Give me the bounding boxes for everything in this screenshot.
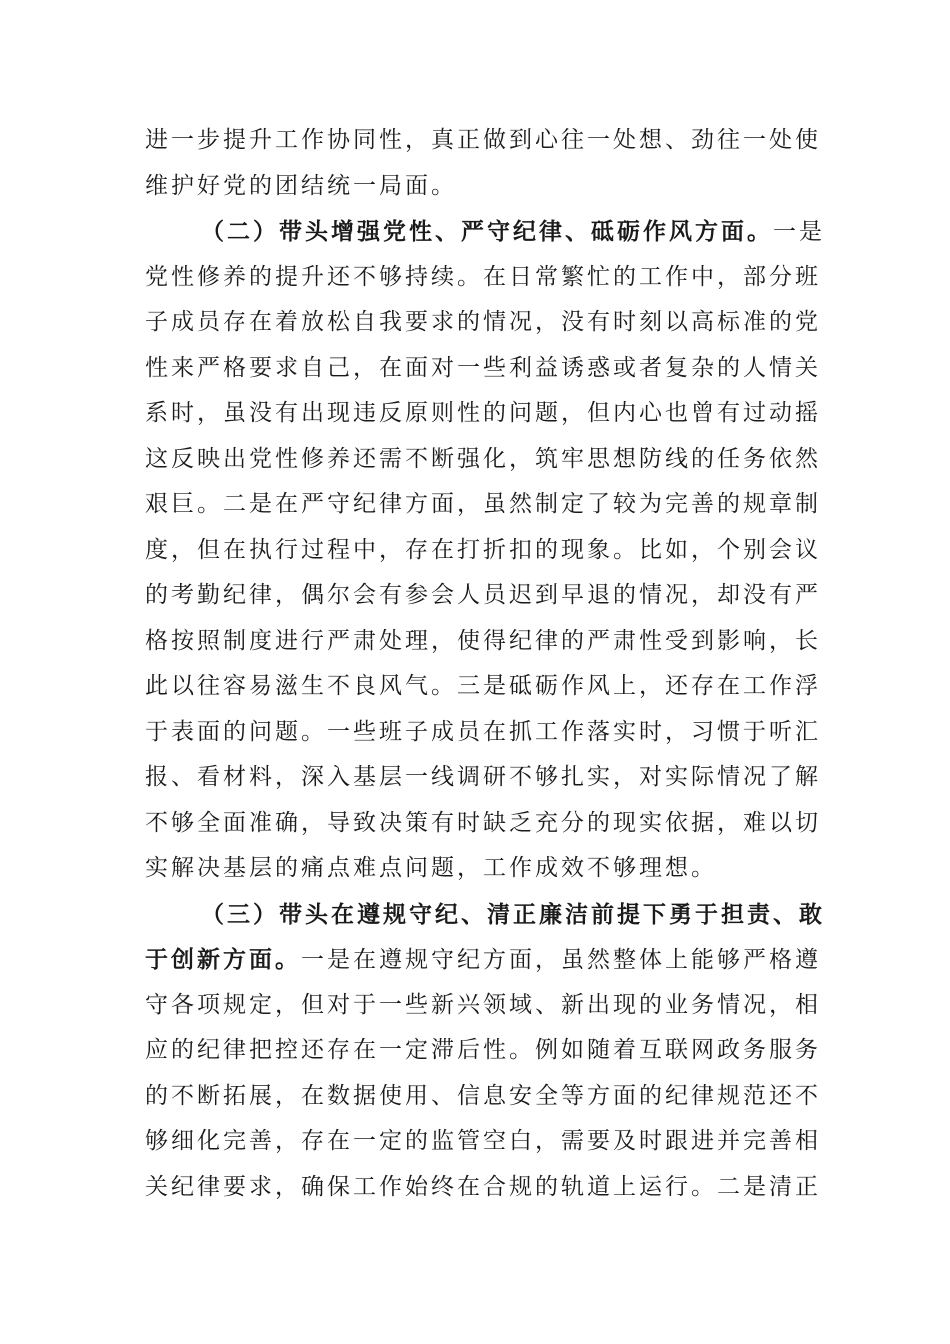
line-text: 性来严格要求自己，在面对一些利益诱惑或者复杂的人情关 bbox=[145, 354, 821, 381]
text-line bbox=[145, 1165, 821, 1211]
document-body bbox=[145, 118, 825, 1210]
line-text: 这反映出党性修养还需不断强化，筑牢思想防线的任务依然 bbox=[145, 445, 821, 472]
section-heading-line bbox=[145, 209, 825, 255]
text-line bbox=[145, 118, 821, 164]
text-line bbox=[145, 846, 810, 892]
line-text: 一是 bbox=[773, 219, 825, 245]
line-text: 应的纪律把控还存在一定滞后性。例如随着互联网政务服务 bbox=[145, 1037, 821, 1063]
text-line bbox=[145, 528, 821, 574]
line-text: 艰巨。二是在严守纪律方面，虽然制定了较为完善的规章制 bbox=[145, 491, 821, 517]
text-line bbox=[145, 1119, 821, 1165]
line-text: 子成员存在着放松自我要求的情况，没有时刻以高标准的党 bbox=[145, 309, 821, 335]
text-line bbox=[145, 573, 821, 619]
line-text: 够细化完善，存在一定的监管空白，需要及时跟进并完善相 bbox=[145, 1128, 821, 1154]
line-text: 系时，虽没有出现违反原则性的问题，但内心也曾有过动摇 bbox=[145, 400, 821, 426]
text-line bbox=[145, 937, 821, 983]
line-text: 此以往容易滋生不良风气。三是砥砺作风上，还存在工作浮 bbox=[145, 673, 821, 699]
line-text: 一是在遵规守纪方面，虽然整体上能够严格遵 bbox=[301, 947, 821, 973]
text-line bbox=[145, 801, 821, 847]
text-line bbox=[145, 164, 810, 210]
line-text: 的考勤纪律，偶尔会有参会人员迟到早退的情况，却没有严 bbox=[145, 582, 821, 608]
text-line bbox=[145, 391, 821, 437]
line-text: 的不断拓展，在数据使用、信息安全等方面的纪律规范还不 bbox=[145, 1082, 821, 1109]
text-line bbox=[145, 300, 821, 346]
line-text: 关纪律要求，确保工作始终在合规的轨道上运行。二是清正 bbox=[145, 1173, 821, 1200]
text-line bbox=[145, 1074, 821, 1120]
text-line bbox=[145, 664, 821, 710]
line-text: 于表面的问题。一些班子成员在抓工作落实时，习惯于听汇 bbox=[145, 718, 821, 745]
text-line bbox=[145, 482, 821, 528]
section-heading-two: （二）带头增强党性、严守纪律、砥砺作风方面。 bbox=[201, 218, 773, 245]
line-text: 报、看材料，深入基层一线调研不够扎实，对实际情况了解 bbox=[145, 764, 821, 790]
line-text: 度，但在执行过程中，存在打折扣的现象。比如，个别会议 bbox=[145, 536, 821, 563]
text-line bbox=[145, 619, 821, 665]
line-text: 维护好党的团结统一局面。 bbox=[145, 172, 457, 199]
line-text: 不够全面准确，导致决策有时缺乏充分的现实依据，难以切 bbox=[145, 809, 821, 836]
text-line bbox=[145, 1028, 821, 1074]
line-text: 党性修养的提升还不够持续。在日常繁忙的工作中，部分班 bbox=[145, 263, 821, 290]
text-line bbox=[145, 346, 821, 392]
section-heading-three-cont: 于创新方面。 bbox=[145, 946, 301, 973]
text-line bbox=[145, 255, 821, 301]
text-line bbox=[145, 710, 821, 756]
section-heading-three: （三）带头在遵规守纪、清正廉洁前提下勇于担责、敢 bbox=[201, 900, 825, 928]
text-line bbox=[145, 983, 821, 1029]
section-heading-line bbox=[145, 892, 825, 938]
text-line bbox=[145, 437, 821, 483]
line-text: 格按照制度进行严肃处理，使得纪律的严肃性受到影响，长 bbox=[145, 627, 821, 654]
line-text: 实解决基层的痛点难点问题，工作成效不够理想。 bbox=[145, 855, 717, 881]
text-line bbox=[145, 755, 821, 801]
line-text: 进一步提升工作协同性，真正做到心往一处想、劲往一处使 bbox=[145, 127, 821, 153]
line-text: 守各项规定，但对于一些新兴领域、新出现的业务情况，相 bbox=[145, 991, 821, 1018]
